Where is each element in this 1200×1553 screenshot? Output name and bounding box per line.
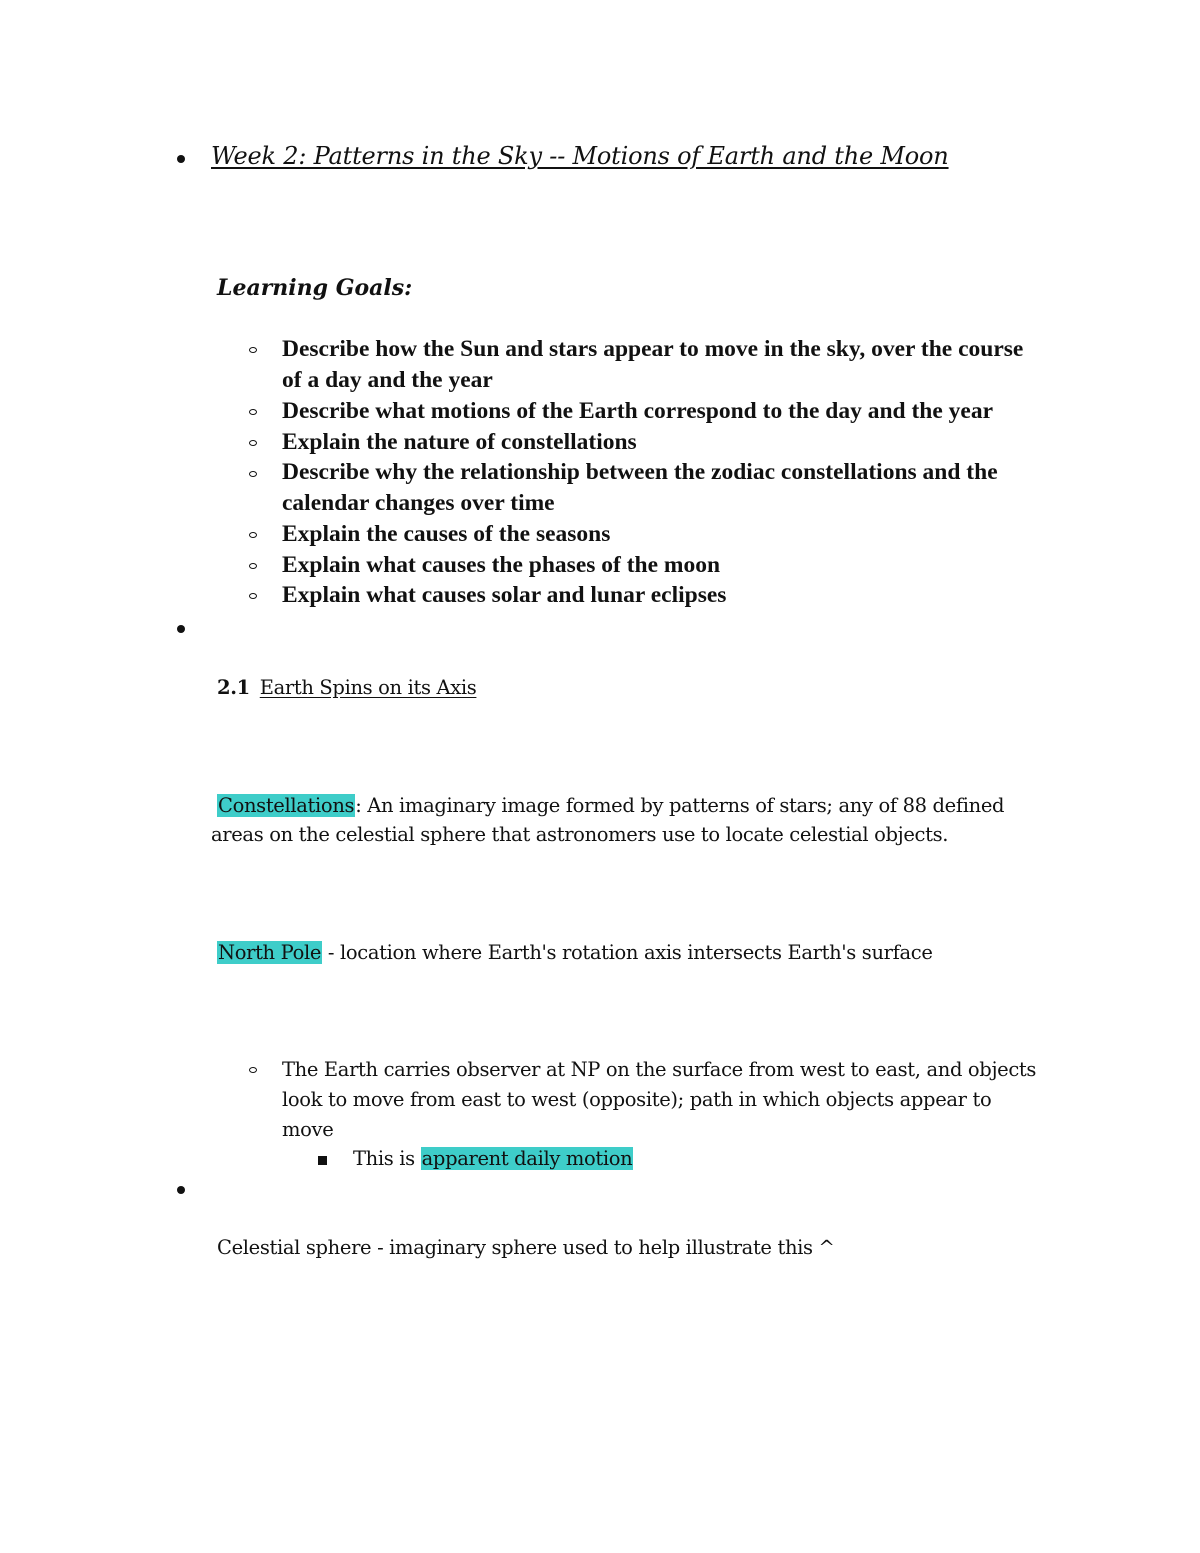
- list-item-continuation: move: [282, 1118, 334, 1141]
- page-title: Week 2: Patterns in the Sky -- Motions of Earth and the Moon: [211, 142, 949, 170]
- list-item-continuation: look to move from east to west (opposite); path in which objects appear to: [282, 1088, 992, 1111]
- section-heading: [217, 673, 476, 702]
- list-item: The Earth carries observer at NP on the surface from west to east, and objects: [282, 1058, 1037, 1081]
- list-marker: [249, 1067, 257, 1073]
- section-title: Earth Spins on its Axis: [259, 676, 477, 699]
- list-marker: [249, 563, 257, 569]
- list-marker-square: [318, 1156, 327, 1165]
- definition-text-continuation: areas on the celestial sphere that astronomers use to locate celestial objects.: [211, 823, 949, 846]
- term-highlight: Constellations: [218, 794, 355, 817]
- list-marker: [249, 440, 257, 446]
- list-marker: [249, 593, 257, 599]
- list-marker: [249, 471, 257, 477]
- definition-constellations: [217, 791, 1004, 820]
- list-item: Describe how the Sun and stars appear to move in the sky, over the course: [282, 336, 1024, 362]
- bullet-dot: [177, 625, 185, 633]
- term-highlight: apparent daily motion: [421, 1147, 633, 1170]
- term-highlight: North Pole: [218, 941, 322, 964]
- sub-item-text: This is: [353, 1147, 421, 1170]
- sub-list-item: [353, 1144, 633, 1173]
- bullet-dot: [177, 155, 185, 163]
- list-item: Explain what causes solar and lunar eclipses: [282, 582, 727, 608]
- definition-text: : An imaginary image formed by patterns of stars; any of 88 defined: [355, 794, 1005, 817]
- list-item-continuation: calendar changes over time: [282, 490, 555, 516]
- definition-text: - location where Earth's rotation axis intersects Earth's surface: [322, 941, 933, 964]
- list-marker: [249, 532, 257, 538]
- list-item: Explain the causes of the seasons: [282, 521, 611, 547]
- list-marker: [249, 409, 257, 415]
- bullet-dot: [177, 1186, 185, 1194]
- section-number: 2.1: [217, 676, 250, 699]
- definition-north-pole: [217, 938, 933, 967]
- list-marker: [249, 347, 257, 353]
- list-item: Describe what motions of the Earth correspond to the day and the year: [282, 398, 994, 424]
- list-item: Explain what causes the phases of the moon: [282, 552, 721, 578]
- list-item: Explain the nature of constellations: [282, 429, 637, 455]
- celestial-sphere-note: Celestial sphere - imaginary sphere used to help illustrate this ^: [217, 1236, 835, 1259]
- list-item-continuation: of a day and the year: [282, 367, 493, 393]
- list-item: Describe why the relationship between the zodiac constellations and the: [282, 459, 998, 485]
- learning-goals-heading: Learning Goals:: [217, 275, 413, 301]
